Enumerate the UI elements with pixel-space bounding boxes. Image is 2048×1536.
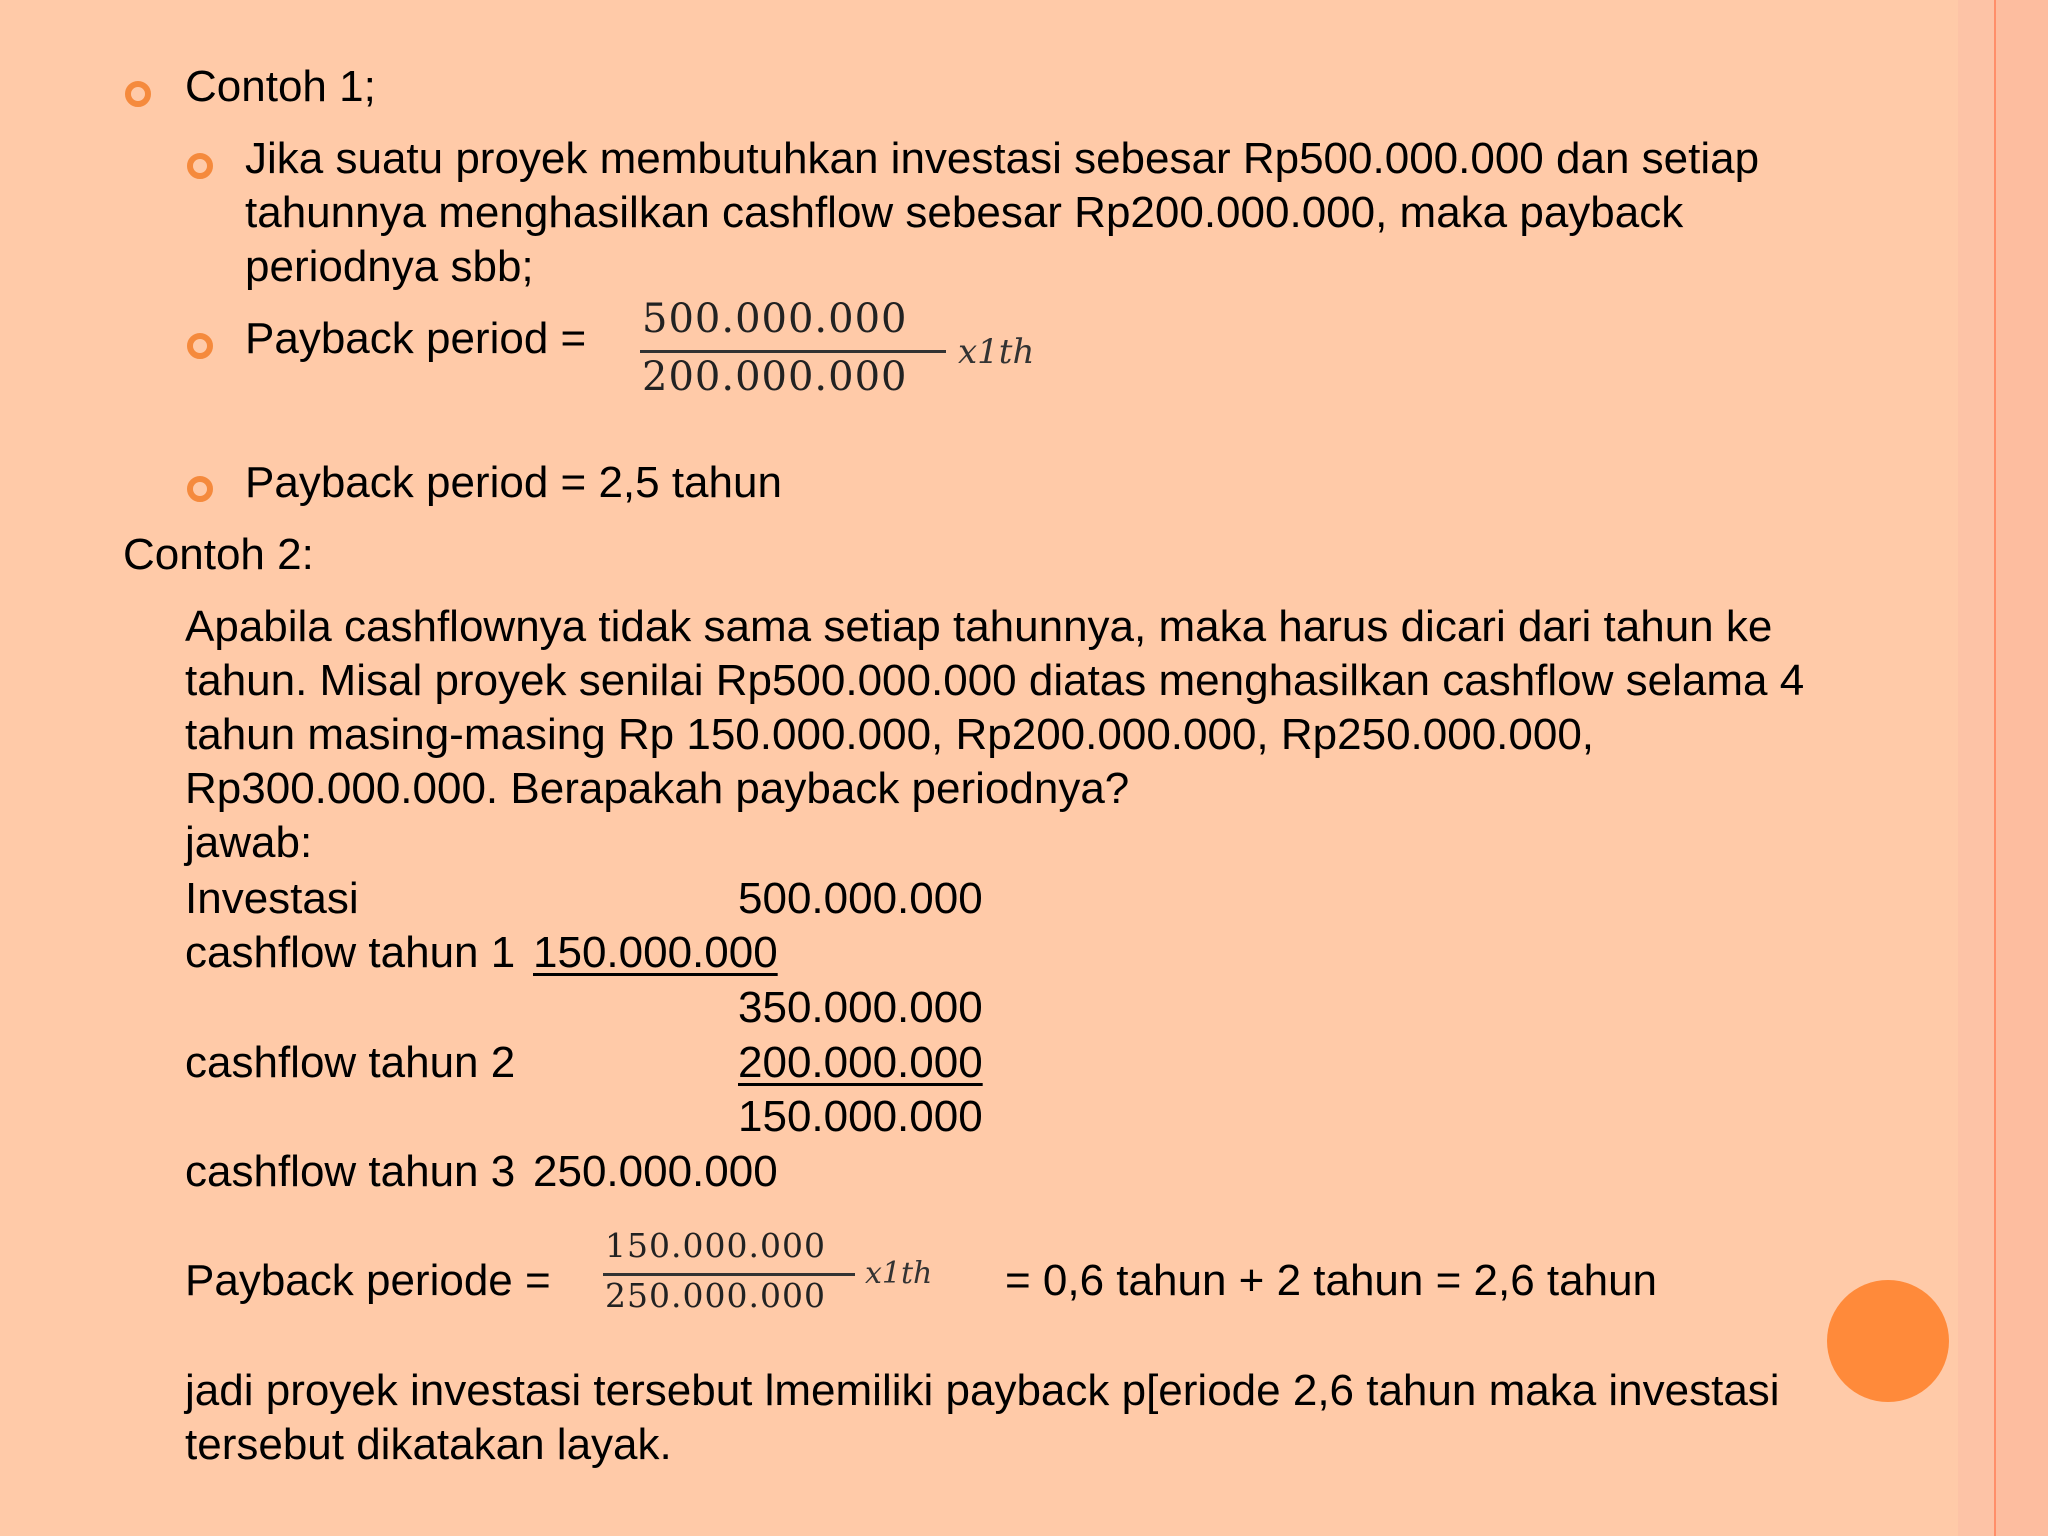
contoh2-paragraph-line-2: tahun. Misal proyek senilai Rp500.000.000 diatas menghasilkan cashflow selama 4 bbox=[185, 656, 1805, 705]
contoh2-heading: Contoh 2: bbox=[123, 530, 314, 579]
conclusion-line-1: jadi proyek investasi tersebut lmemiliki payback p[eriode 2,6 tahun maka investasi bbox=[185, 1366, 1780, 1415]
formula-multiplier: x1th bbox=[958, 332, 1035, 372]
contoh1-payback-label: Payback period = bbox=[245, 314, 587, 363]
calc-label: cashflow tahun 1 bbox=[185, 928, 516, 977]
calc-value: 500.000.000 bbox=[738, 874, 983, 923]
decorative-circle bbox=[1827, 1280, 1949, 1402]
answer-label: jawab: bbox=[185, 818, 313, 867]
contoh2-paragraph-line-1: Apabila cashflownya tidak sama setiap tahunnya, maka harus dicari dari tahun ke bbox=[185, 602, 1773, 651]
calc-label: cashflow tahun 2 bbox=[185, 1038, 516, 1087]
formula-numerator: 500.000.000 bbox=[642, 296, 908, 342]
bullet-icon bbox=[125, 81, 151, 107]
fraction-bar bbox=[640, 350, 946, 353]
contoh2-paragraph-line-4: Rp300.000.000. Berapakah payback periodnya? bbox=[185, 764, 1130, 813]
formula-denominator: 200.000.000 bbox=[642, 354, 908, 400]
formula-denominator: 250.000.000 bbox=[605, 1276, 826, 1315]
formula-numerator: 150.000.000 bbox=[605, 1226, 826, 1265]
contoh2-payback-label: Payback periode = bbox=[185, 1256, 551, 1305]
bullet-icon bbox=[187, 153, 213, 179]
contoh2-result: = 0,6 tahun + 2 tahun = 2,6 tahun bbox=[1005, 1256, 1658, 1305]
right-border-panel bbox=[1958, 0, 1994, 1536]
contoh2-formula bbox=[603, 1226, 983, 1326]
calc-value: 150.000.000 bbox=[533, 928, 778, 977]
contoh1-heading: Contoh 1; bbox=[185, 62, 376, 111]
calc-label: cashflow tahun 3 bbox=[185, 1147, 516, 1196]
contoh1-text-line-2: tahunnya menghasilkan cashflow sebesar Rp200.000.000, maka payback bbox=[245, 188, 1684, 237]
calc-value: 350.000.000 bbox=[738, 983, 983, 1032]
calc-value: 250.000.000 bbox=[533, 1147, 778, 1196]
contoh2-paragraph-line-3: tahun masing-masing Rp 150.000.000, Rp200.000.000, Rp250.000.000, bbox=[185, 710, 1595, 759]
contoh1-text-line-3: periodnya sbb; bbox=[245, 242, 534, 291]
calc-value: 150.000.000 bbox=[738, 1092, 983, 1141]
bullet-icon bbox=[187, 333, 213, 359]
right-border-edge bbox=[1996, 0, 2048, 1536]
contoh1-result: Payback period = 2,5 tahun bbox=[245, 458, 782, 507]
contoh1-formula bbox=[640, 296, 1080, 406]
calc-label: Investasi bbox=[185, 874, 359, 923]
contoh1-text-line-1: Jika suatu proyek membutuhkan investasi sebesar Rp500.000.000 dan setiap bbox=[245, 134, 1760, 183]
formula-multiplier: x1th bbox=[865, 1256, 933, 1291]
bullet-icon bbox=[187, 476, 213, 502]
calc-value: 200.000.000 bbox=[738, 1038, 983, 1087]
conclusion-line-2: tersebut dikatakan layak. bbox=[185, 1420, 672, 1469]
